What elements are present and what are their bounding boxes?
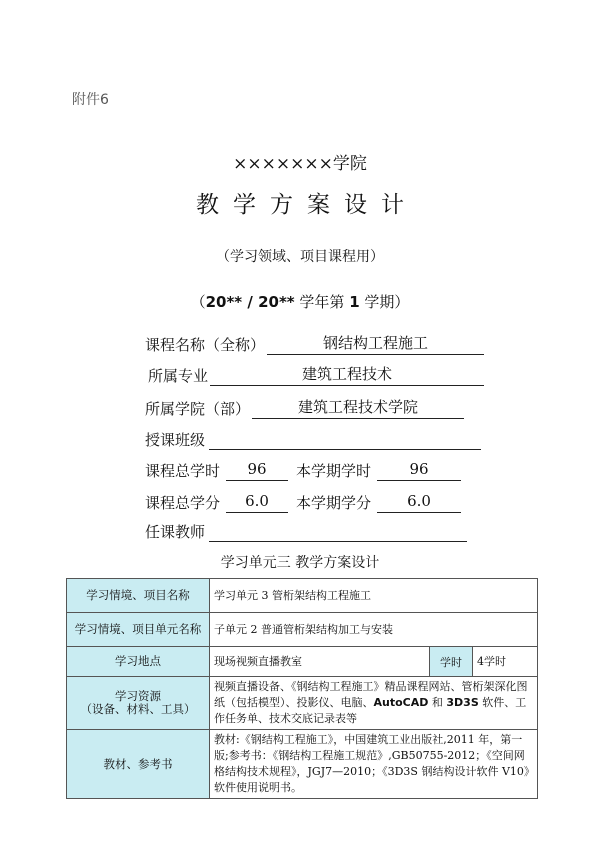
teacher-label: 任课教师 — [145, 523, 206, 541]
term-open: （ — [190, 293, 206, 311]
field-course-name — [145, 331, 484, 355]
field-hours — [145, 457, 461, 481]
row-value-hours: 4学时 — [473, 647, 538, 677]
school-name: ×××××××学院 — [233, 154, 367, 174]
row-value-unit: 子单元 2 普通管桁架结构加工与安装 — [210, 613, 538, 647]
teaching-plan-table — [66, 578, 538, 799]
table-row — [67, 647, 538, 677]
row-value-resources — [210, 677, 538, 730]
unit-title: 学习单元三 教学方案设计 — [220, 555, 380, 571]
resources-text-a: 视频直播设备、《钢结构工程施工》精品课程网站、管桁架深化图纸（包括模型）、投影仪、电脑、 — [214, 680, 528, 709]
term-number: 1 — [349, 293, 360, 311]
college-label: 所属学院（部） — [145, 400, 251, 418]
table-row — [67, 677, 538, 730]
row-head-unit: 学习情境、项目单元名称 — [67, 613, 210, 647]
document-title: 教学方案设计 — [196, 192, 418, 218]
row-head-hours: 学时 — [430, 647, 473, 677]
field-major — [148, 362, 484, 386]
college-value: 建筑工程技术学院 — [252, 396, 464, 419]
resources-text-c: 和 — [428, 696, 447, 709]
major-label: 所属专业 — [148, 367, 209, 385]
class-value — [209, 427, 481, 450]
term-hours-label: 本学期学时 — [296, 462, 372, 480]
table-row — [67, 579, 538, 613]
course-name-value: 钢结构工程施工 — [267, 332, 484, 355]
term-credits-value: 6.0 — [377, 490, 461, 513]
resources-text-d: 3D3S — [446, 696, 479, 709]
term-suffix-b: 学期） — [359, 293, 410, 311]
total-hours-label: 课程总学时 — [145, 462, 221, 480]
class-label: 授课班级 — [145, 431, 206, 449]
row-head-location: 学习地点 — [67, 647, 210, 677]
course-name-label: 课程名称（全称） — [145, 336, 266, 354]
document-subtitle: （学习领域、项目课程用） — [216, 249, 384, 265]
row-value-textbooks: 教材:《钢结构工程施工》，中国建筑工业出版社,2011 年，第一版;参考书：《钢结构工程施工规范》,GB50755-2012；《空间网格结构技术规程》，JGJ7—2010；《3D3S 钢结构设计软件 V10》软件使用说明书。 — [210, 730, 538, 799]
resources-head-a: 学习资源 — [115, 689, 161, 703]
term-line — [0, 291, 600, 312]
row-value-scenario: 学习单元 3 管桁架结构工程施工 — [210, 579, 538, 613]
major-value: 建筑工程技术 — [210, 363, 484, 386]
field-class — [145, 426, 481, 450]
resources-text-e: 软件、工作任务单、技术交底记录表等 — [214, 696, 527, 725]
field-credits — [145, 489, 461, 513]
total-credits-label: 课程总学分 — [145, 494, 221, 512]
row-head-scenario: 学习情境、项目名称 — [67, 579, 210, 613]
teacher-value — [209, 519, 467, 542]
term-credits-label: 本学期学分 — [296, 494, 372, 512]
total-hours-value: 96 — [226, 458, 288, 481]
field-teacher — [145, 518, 467, 542]
term-years: 20** / 20** — [205, 293, 295, 311]
total-credits-value: 6.0 — [226, 490, 288, 513]
row-head-textbooks: 教材、参考书 — [67, 730, 210, 799]
term-hours-value: 96 — [377, 458, 461, 481]
table-row — [67, 730, 538, 799]
table-row — [67, 613, 538, 647]
resources-text-b: AutoCAD — [373, 696, 429, 709]
attachment-label: 附件6 — [72, 92, 109, 108]
resources-head-b: （设备、材料、工具） — [80, 702, 196, 716]
row-head-resources — [67, 677, 210, 730]
term-suffix-a: 学年第 — [294, 293, 350, 311]
field-college — [145, 395, 464, 419]
row-value-location: 现场视频直播教室 — [210, 647, 430, 677]
